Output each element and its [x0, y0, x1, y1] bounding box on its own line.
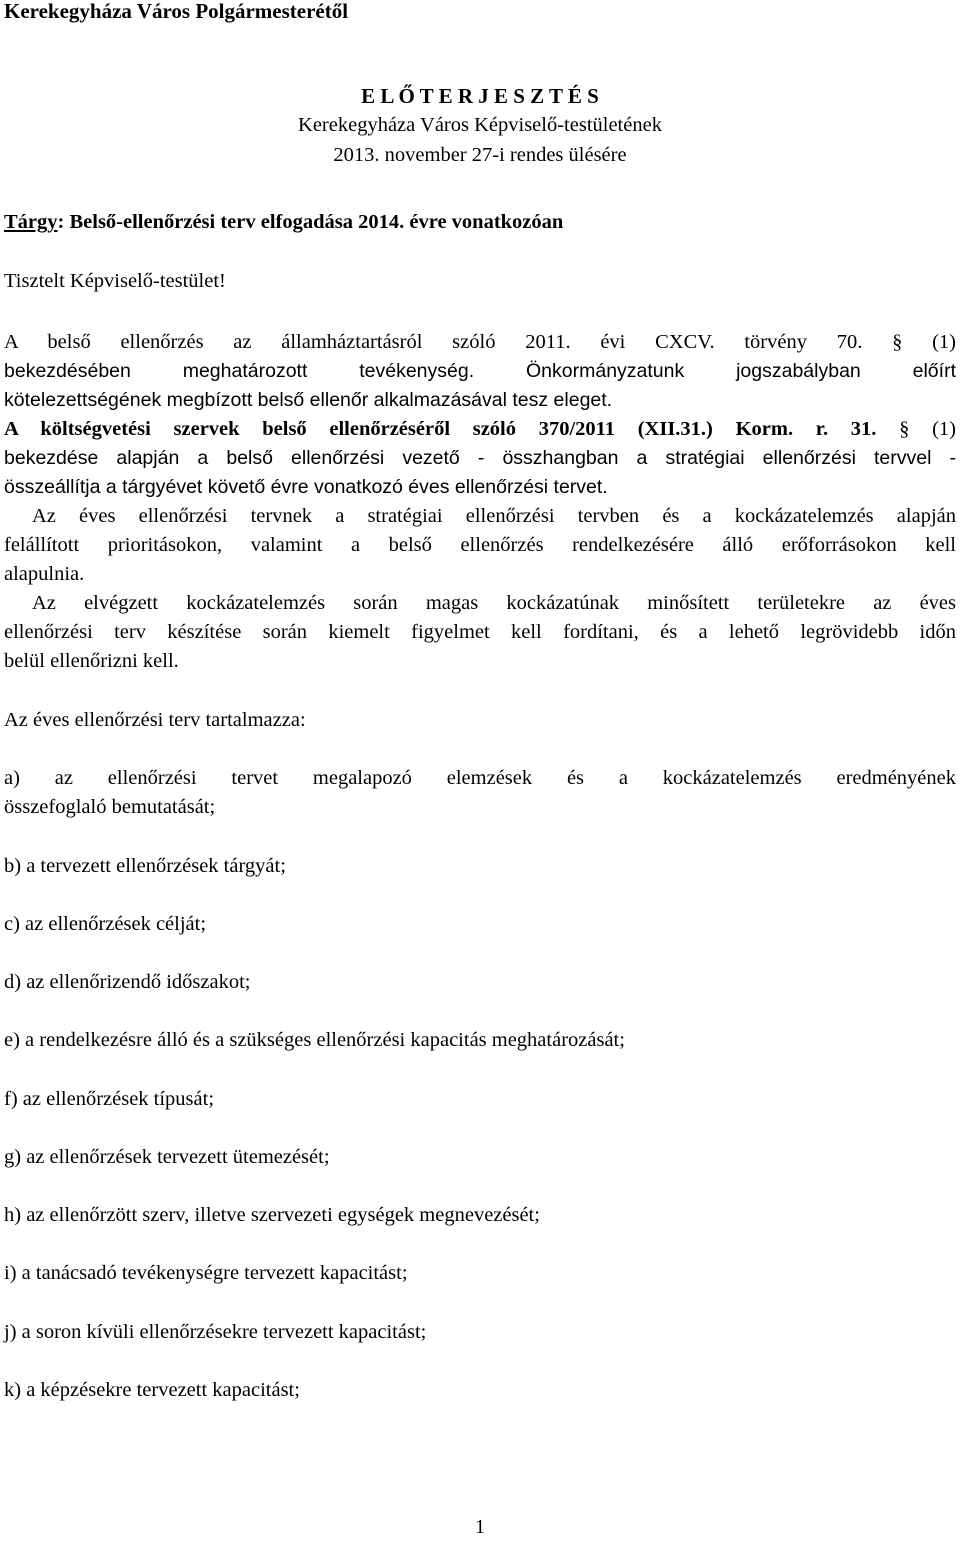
- paragraph-1-line-2: bekezdésében meghatározott tevékenység. Önkormányzatunk jogszabályban előírt: [4, 360, 956, 382]
- list-item-h: h) az ellenőrzött szerv, illetve szervezeti egységek megnevezését;: [4, 1204, 540, 1226]
- list-item-b: b) a tervezett ellenőrzések tárgyát;: [4, 855, 286, 877]
- list-intro: Az éves ellenőrzési terv tartalmazza:: [4, 709, 306, 731]
- regulation-reference: A költségvetési szervek belső ellenőrzéséről szóló 370/2011 (XII.31.) Korm. r. 31.: [4, 418, 877, 440]
- list-item-a-line-2: összefoglaló bemutatását;: [4, 796, 216, 818]
- paragraph-1-line-3: kötelezettségének megbízott belső ellenőr alkalmazásával tesz eleget.: [4, 389, 613, 411]
- list-item-i: i) a tanácsadó tevékenységre tervezett kapacitást;: [4, 1262, 408, 1284]
- subject-label: Tárgy: [4, 211, 58, 233]
- document-heading: E L Ő T E R J E S Z T É S: [361, 84, 599, 108]
- paragraph-2-line-2: bekezdése alapján a belső ellenőrzési vezető - összhangban a stratégiai ellenőrzési tervvel -: [4, 447, 956, 469]
- paragraph-4-line-1: Az elvégzett kockázatelemzés során magas kockázatúnak minősített területekre az éves: [32, 592, 956, 614]
- paragraph-3-line-2: felállított prioritásokon, valamint a belső ellenőrzés rendelkezésére álló erőforrásokon kell: [4, 534, 956, 556]
- paragraph-3-line-1: Az éves ellenőrzési tervnek a stratégiai ellenőrzési tervben és a kockázatelemzés alapján: [32, 505, 956, 527]
- paragraph-1-line-1: A belső ellenőrzés az államháztartásról szóló 2011. évi CXCV. törvény 70. § (1): [4, 331, 956, 353]
- sender-line: Kerekegyháza Város Polgármesterétől: [4, 0, 349, 23]
- list-item-k: k) a képzésekre tervezett kapacitást;: [4, 1379, 300, 1401]
- list-item-g: g) az ellenőrzések tervezett ütemezését;: [4, 1146, 330, 1168]
- page-number: 1: [475, 1516, 485, 1538]
- list-item-d: d) az ellenőrizendő időszakot;: [4, 971, 251, 993]
- list-item-f: f) az ellenőrzések típusát;: [4, 1088, 215, 1110]
- title-line-meeting: 2013. november 27-i rendes ülésére: [333, 144, 627, 166]
- salutation: Tisztelt Képviselő-testület!: [4, 270, 226, 292]
- list-item-c: c) az ellenőrzések célját;: [4, 913, 207, 935]
- title-line-body: Kerekegyháza Város Képviselő-testületének: [298, 114, 662, 136]
- paragraph-2-line-3: összeállítja a tárgyévet követő évre vonatkozó éves ellenőrzési tervet.: [4, 476, 608, 498]
- paragraph-4-line-3: belül ellenőrizni kell.: [4, 650, 179, 672]
- paragraph-3-line-3: alapulnia.: [4, 563, 85, 585]
- list-item-a-line-1: a) az ellenőrzési tervet megalapozó elemzések és a kockázatelemzés eredményének: [4, 767, 956, 789]
- subject-colon: :: [57, 211, 65, 233]
- paragraph-2-line-1-rest: § (1): [876, 418, 956, 440]
- subject-text: Belső-ellenőrzési terv elfogadása 2014. évre vonatkozóan: [64, 211, 564, 233]
- paragraph-2-line-1: [4, 415, 956, 444]
- paragraph-4-line-2: ellenőrzési terv készítése során kiemelt figyelmet kell fordítani, és a lehető legrövidebb időn: [4, 621, 956, 643]
- subject-line: [4, 211, 956, 234]
- list-item-e: e) a rendelkezésre álló és a szükséges ellenőrzési kapacitás meghatározását;: [4, 1029, 625, 1051]
- list-item-j: j) a soron kívüli ellenőrzésekre tervezett kapacitást;: [4, 1321, 427, 1343]
